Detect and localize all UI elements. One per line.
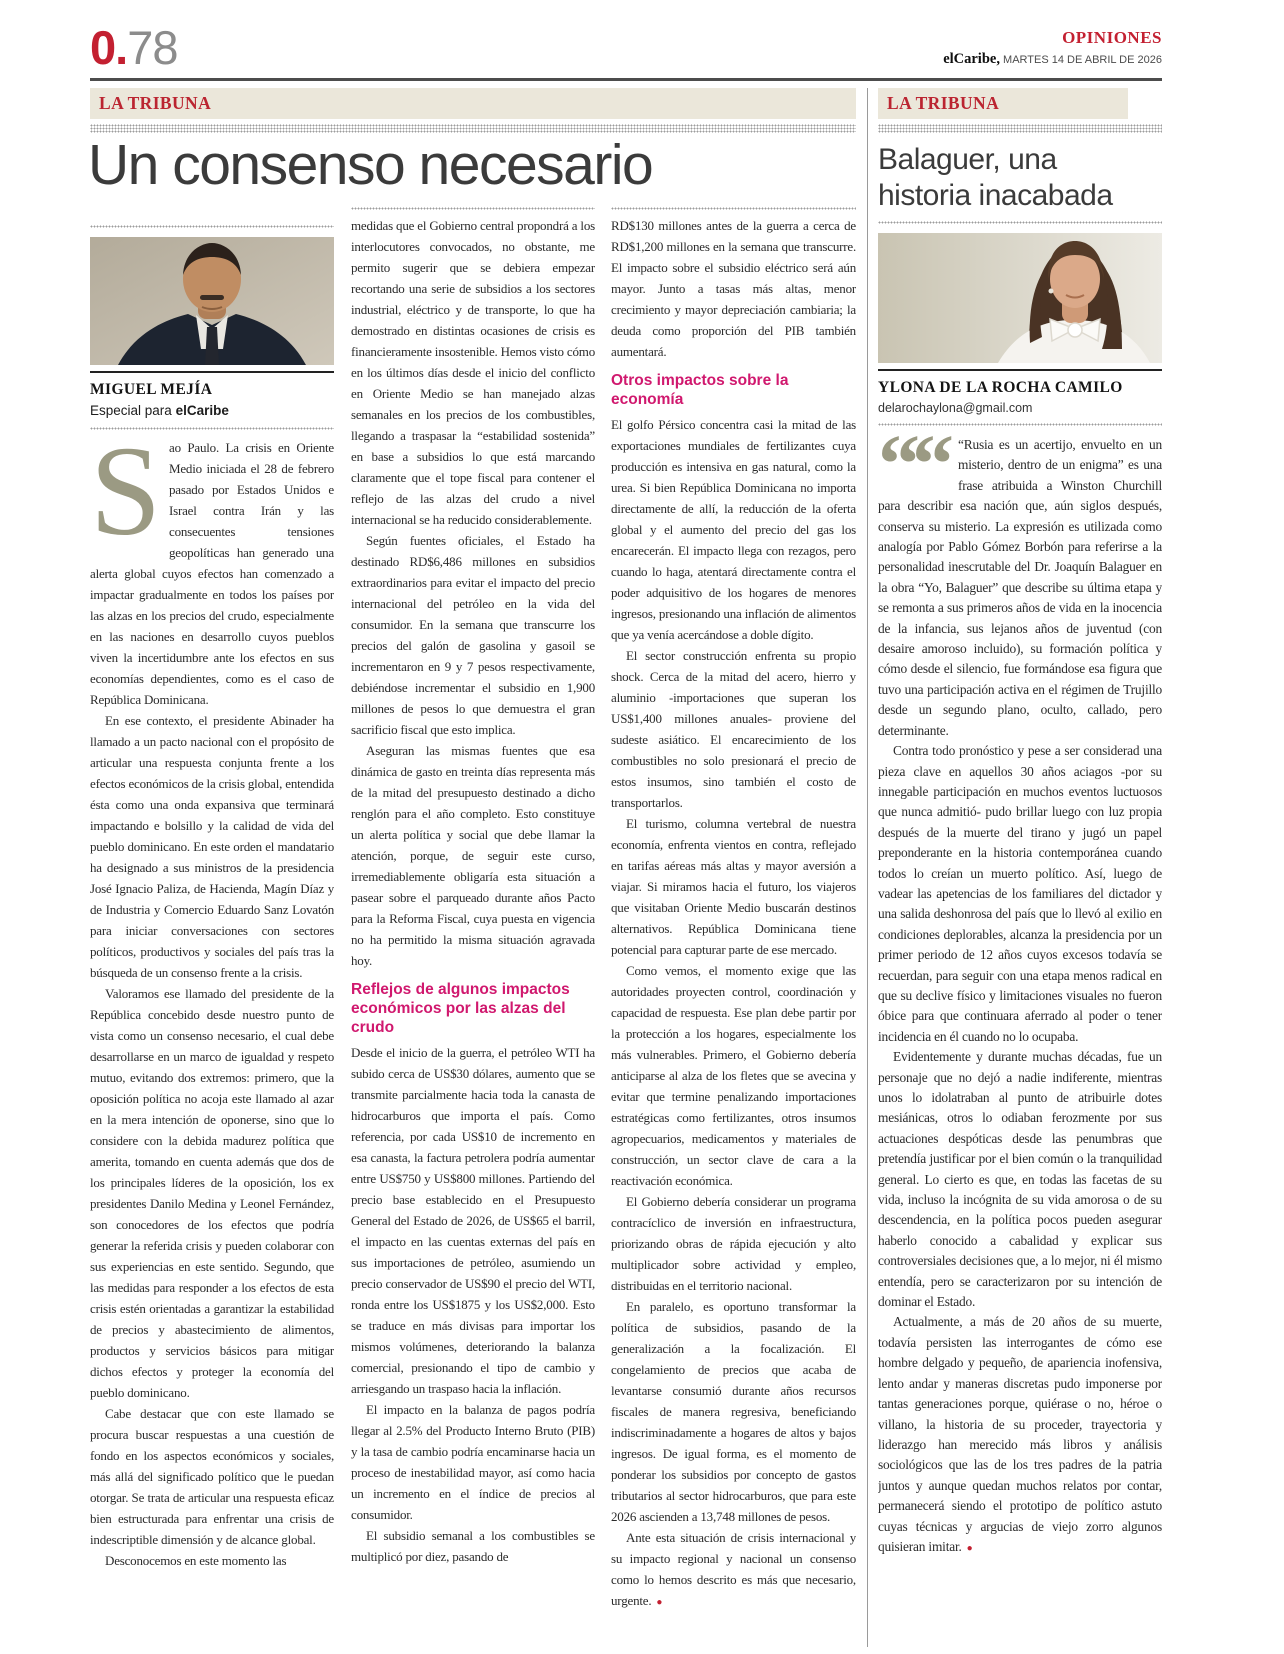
- dotted-rule: [878, 423, 1162, 426]
- author-name-left: MIGUEL MEJÍA: [90, 381, 213, 398]
- paragraph: [90, 437, 334, 710]
- paragraph: [878, 435, 1162, 741]
- byline-brand: elCaribe: [175, 403, 229, 418]
- issue-date: MARTES 14 DE ABRIL DE 2026: [999, 54, 1162, 66]
- paragraph: Cabe destacar que con este llamado se procura buscar respuestas a una cuestión de fondo en los aspectos económicos y sociales, más allá del significado político que le puedan otorgar. Se trata de articular una respuesta eficaz bien estructurada para enfrentar una crisis de indescriptible dimensión y de alcance global.: [90, 1406, 334, 1547]
- dotted-rule: [611, 207, 856, 210]
- paragraph: [878, 1312, 1162, 1559]
- paragraph: [611, 1527, 856, 1613]
- paragraph: El impacto en la balanza de pagos podría llegar al 2.5% del Producto Interno Bruto (PIB) y la tasa de cambio podría encaminarse hacia un proceso de inestabilidad mayor, así como hacia un incremento en el índice de precios al consumidor.: [351, 1402, 595, 1522]
- paragraph: RD$130 millones antes de la guerra a cerca de RD$1,200 millones en la semana que transcurre. El impacto sobre el subsidio eléctrico será aún mayor. Junto a tasas más altas, menor crecimiento y mayor depreciación cambiaria; la deuda como proporción del PIB también aumentará.: [611, 218, 856, 359]
- paragraph: El sector construcción enfrenta su propio shock. Cerca de la mitad del acero, hierro y aluminio -importaciones que superan los US$1,400 millones anuales- proviene del sudeste asiático. El encarecimiento de los combustibles no solo presionará el precio de estos insumos, sino también el costo de transportarlos.: [611, 648, 856, 810]
- kicker-left: LA TRIBUNA: [90, 88, 856, 119]
- author-photo-ylona: [878, 233, 1162, 363]
- paragraph-text: Ante esta situación de crisis internacional y su impacto regional y nacional un consenso como lo hemos descrito es más que necesario, urgente.: [611, 1530, 856, 1608]
- paragraph: El Gobierno debería considerar un programa contracíclico de inversión en infraestructura, priorizando obras de rápida ejecución y alto multiplicador sobre actividad y empleo, distribuidas en el territorio nacional.: [611, 1194, 856, 1293]
- header-rule: [90, 78, 1162, 81]
- paragraph: Evidentemente y durante muchas décadas, fue un personaje que no dejó a nadie indiferente, mientras unos lo idolatraban al punto de atribuirle dotes mesiánicas, otros lo odiaban ferozmente por sus actuaciones despóticas desde las penumbras que pretendía justificar por el bien común o la tranquilidad general. Lo cierto es que, en todas las facetas de su vida, incluso la incógnita de su vida amorosa o de su descendencia, en la política pocos pueden asegurar haberlo conocido a cabalidad y explicar sus controversiales decisiones que, a lo mejor, ni él mismo entendía, pero se caracterizaron por su intención de dominar el Estado.: [878, 1049, 1162, 1310]
- paragraph: medidas que el Gobierno central propondrá a los interlocutores convocados, no obstante, me permito sugerir que se debiera empezar recortando una serie de subsidios a los sectores industrial, eléctrico y de transporte, lo que ha demostrado en distintas ocasiones de crisis es financieramente insostenible. Hemos visto cómo en los últimos días desde el inicio del conflicto en Oriente Medio se han manejado alzas semanales en los precios de los combustibles, llegando a traspasar la “estabilidad sostenida” en base a subsidios lo que está marcando claramente que el tope fiscal para contener el reflejo de las alzas del crudo a nivel internacional se ha reducido considerablemente.: [351, 218, 595, 527]
- author-photo-miguel-mejia: [90, 237, 334, 365]
- issue-line: [943, 51, 1162, 68]
- dotted-rule: [351, 207, 595, 210]
- paragraph: El turismo, columna vertebral de nuestra economía, enfrenta vientos en contra, reflejado en tarifas aéreas más altas y mayor aversión a viajar. Si miramos hacia el futuro, los viajeros que visitaban Oriente Medio buscarán destinos alternativos. República Dominicana tiene potencial para capturar parte de ese mercado.: [611, 816, 856, 957]
- paragraph: Como vemos, el momento exige que las autoridades proyecten control, coordinación y capacidad de respuesta. Ese plan debe partir por la protección a los hogares, especialmente los más vulnerables. Primero, el Gobierno debería anticiparse al alza de los fletes que se avecina y evitar que termine penalizando importaciones estratégicas como fertilizantes, otros insumos agropecuarios, medicamentos y materiales de construcción, un sector clave de cara a la reactivación económica.: [611, 963, 856, 1188]
- paragraph: Desde el inicio de la guerra, el petróleo WTI ha subido cerca de US$30 dólares, aumento que se transmite parcialmente hacia toda la canasta de hidrocarburos que importa el país. Como referencia, por cada US$10 de incremento en esa canasta, la factura petrolera podría aumentar entre US$750 y US$800 millones. Partiendo del precio base establecido en el Presupuesto General del Estado de 2026, de US$65 el barril, el impacto en las cuentas externas del país en sus importaciones de petróleo, asumiendo un precio conservador de US$90 el precio del WTI, ronda entre los US$1875 y los US$2,000. Esto se traduce en más divisas para importar los mismos volúmenes, deteriorando la balanza comercial, presionando el tipo de cambio y arriesgando un traspaso hacia la inflación.: [351, 1045, 595, 1396]
- big-quote-icon: ““: [878, 435, 946, 511]
- dotted-rule: [878, 221, 1162, 224]
- header-right: [943, 28, 1162, 68]
- article-column-3: [611, 215, 856, 1649]
- dotted-rule: [90, 427, 334, 430]
- paragraph: Contra todo pronóstico y pese a ser considerad una pieza clave en aquellos 30 años aciagos -por su innegable participación en muchos eventos luctuosos que nunca admitió- pudo brillar luego con luz propia después de la muerte del tirano y jugó un papel preponderante en la historia contemporánea cuando todos lo creían un muerto político. Así, luego de vadear las apetencias de los familiares del dictador y una salida deshonrosa del país que lo llevó al exilio en condiciones deplorables, alcanza la presidencia por un primer periodo de 12 años cuyos excesos todavía se recuerdan, para seguir con una etapa menos radical en que su declive físico y limitaciones visuales no fueron óbice para que continuara aferrado al poder o tener incidencia en él cuando no lo ocupaba.: [878, 743, 1162, 1044]
- man-portrait-illustration: [90, 237, 334, 365]
- paragraph: En paralelo, es oportuno transformar la política de subsidios, pasando de la generalización a la focalización. El congelamiento de precios que acaba de levantarse consumió durante años recursos fiscales de manera regresiva, beneficiando indiscriminadamente a hogares de altos y bajos ingresos. De igual forma, es el momento de ponderar los subsidios por concepto de gastos tributarios al sector hidrocarburos, que para este 2026 ascienden a 13,748 millones de pesos.: [611, 1299, 856, 1524]
- section-label: OPINIONES: [1062, 28, 1162, 47]
- byline-prefix: Especial para: [90, 403, 176, 418]
- paragraph-text: ao Paulo. La crisis en Oriente Medio iniciada el 28 de febrero pasado por Estados Unidos e Israel contra Irán y las consecuentes tensiones geopolíticas han generado una alerta global cuyos efectos han comenzado a impactar gradualmente en todos los países por las alzas en los precios del crudo, especialmente en las naciones en desarrollo cuyos pueblos viven la incertidumbre ante los efectos en sus economías dependientes, como es el caso de República Dominicana.: [90, 440, 334, 707]
- subhead-reflejos: Reflejos de algunos impactos económicos por las alzas del crudo: [351, 981, 570, 1036]
- headline-right: [878, 142, 1113, 214]
- kicker-right: LA TRIBUNA: [878, 88, 1128, 119]
- woman-portrait-illustration: [878, 233, 1162, 363]
- dotted-band-right: [878, 124, 1162, 133]
- right-article-column: [878, 435, 1162, 1649]
- paragraph-text: Actualmente, a más de 20 años de su muerte, todavía persisten las interrogantes de cómo ese hombre delgado y pequeño, de apariencia inofensiva, lento andar y maneras discretas pudo imponerse por tantas generaciones porque, quiérase o no, héroe o villano, la historia de su proceder, trayectoria y liderazgo han merecido más libros y análisis sociológicos que las de los tres padres de la patria juntos y aunque quedan muchos relatos por contar, permanecerá siendo el prototipo de político astuto cuyas técnicas y argucias de viejo zorro algunos quisieran imitar.: [878, 1314, 1162, 1554]
- article-column-1: [90, 437, 334, 1649]
- paragraph-text: “Rusia es un acertijo, envuelto en un misterio, dentro de un enigma” es una frase atribuida a Winston Churchill para describir esa nación que, aún siglos después, conserva su misterio. La expresión es utilizada como analogía por Pablo Gómez Borbón para referirse a la personalidad inescrutable del Dr. Joaquín Balaguer en la obra “Yo, Balaguer” que describe su última etapa y se remonta a sus primeros años de vida en la inocencia de la infancia, sus lejanos años de juventud (con desaire amoroso incluido), su formación política y cómo desde el silencio, fue formándose esa figura que tuvo una participación activa en el régimen de Trujillo desde un segundo plano, oculto, callado, pero determinante.: [878, 437, 1162, 738]
- drop-cap: S: [90, 437, 161, 562]
- section-divider: [867, 88, 868, 1647]
- headline-right-line2: historia inacabada: [878, 179, 1113, 212]
- subhead-otros-impactos: Otros impactos sobre la economía: [611, 372, 789, 408]
- page-number-prefix: 0.: [90, 21, 128, 74]
- article-column-2: [351, 215, 595, 1649]
- author-name-right: YLONA DE LA ROCHA CAMILO: [878, 379, 1123, 396]
- page-number-value: 78: [127, 21, 178, 74]
- paragraph: El golfo Pérsico concentra casi la mitad de las exportaciones mundiales de fertilizantes cuya producción es intensiva en gas natural, como la urea. Si bien República Dominicana no importa directamente de allí, la reducción de la oferta global y el aumento del precio del gas los encarecerán. El impacto llega con rezagos, pero cuando lo haga, atentará directamente contra el poder adquisitivo de los hogares de menores ingresos, presionando una inflación de alimentos que ya venía acercándose a doble dígito.: [611, 417, 856, 642]
- page-number: [90, 20, 177, 75]
- end-mark: ●: [656, 1597, 663, 1608]
- byline-left: [90, 403, 229, 418]
- headline-right-line1: Balaguer, una: [878, 143, 1057, 176]
- paragraph: En ese contexto, el presidente Abinader ha llamado a un pacto nacional con el propósito de articular una respuesta conjunta frente a los efectos económicos de la crisis global, entendida ésta como una onda expansiva que terminará impactando e bolsillo y la calidad de vida del pueblo dominicano. En este orden el mandatario ha designado a sus ministros de la presidencia José Ignacio Paliza, de Hacienda, Magín Díaz y de Industria y Comercio Eduardo Sanz Lovatón para iniciar conversaciones con sectores políticos, productivos y sociales del país tras la búsqueda de un consenso frente a la crisis.: [90, 713, 334, 980]
- paragraph: Según fuentes oficiales, el Estado ha destinado RD$6,486 millones en subsidios extraordinarios para evitar el impacto del precio internacional del petróleo en la vida del consumidor. En la semana que transcurre los precios del galón de gasolina y gasoil se incrementaron en 9 y 7 pesos respectivamente, debiéndose incrementar el subsidio en 1,900 millones de pesos lo que demuestra el gran sacrificio fiscal que esto implica.: [351, 533, 595, 737]
- headline-main: Un consenso necesario: [88, 133, 653, 197]
- dotted-rule: [90, 225, 334, 228]
- paragraph: Aseguran las mismas fuentes que esa dinámica de gasto en treinta días representa más de la mitad del presupuesto destinado a dicho renglón para el año completo. Esto constituye un alerta política y social que debe llamar la atención, porque, de seguir este curso, irremediablemente obligaría esta situación a pasear sobre el parqueado durante años Pacto para la Reforma Fiscal, cuya puesta en vigencia no ha permitido la misma situación agravada hoy.: [351, 743, 595, 968]
- paragraph: Desconocemos en este momento las: [105, 1553, 287, 1568]
- photo-rule: [90, 371, 334, 373]
- paragraph: El subsidio semanal a los combustibles se multiplicó por diez, pasando de: [351, 1528, 595, 1564]
- author-email: delarochaylona@gmail.com: [878, 401, 1033, 415]
- photo-rule: [878, 369, 1162, 371]
- end-mark: ●: [966, 1542, 973, 1554]
- masthead: elCaribe,: [943, 51, 1000, 67]
- paragraph: Valoramos ese llamado del presidente de la República concebido desde nuestro punto de vista como un consenso necesario, el cual debe desarrollarse en un marco de igualdad y respeto mutuo, evitando dos extremos: primero, que la oposición política no acoja este llamado al azar en la mera intención de oponerse, sino que lo considere con la debida madurez política que amerita, tomando en cuenta además que dos de los principales líderes de la oposición, los ex presidentes Danilo Medina y Leonel Fernández, son conocedores de los efectos que podría generar la referida crisis y pueden colaborar con sus experiencias en este sentido. Segundo, que las medidas para responder a los efectos de esta crisis estén orientadas a garantizar la estabilidad de precios y abastecimiento de alimentos, productos y servicios básicos para mitigar dichos efectos y proteger la economía del pueblo dominicano.: [90, 986, 334, 1400]
